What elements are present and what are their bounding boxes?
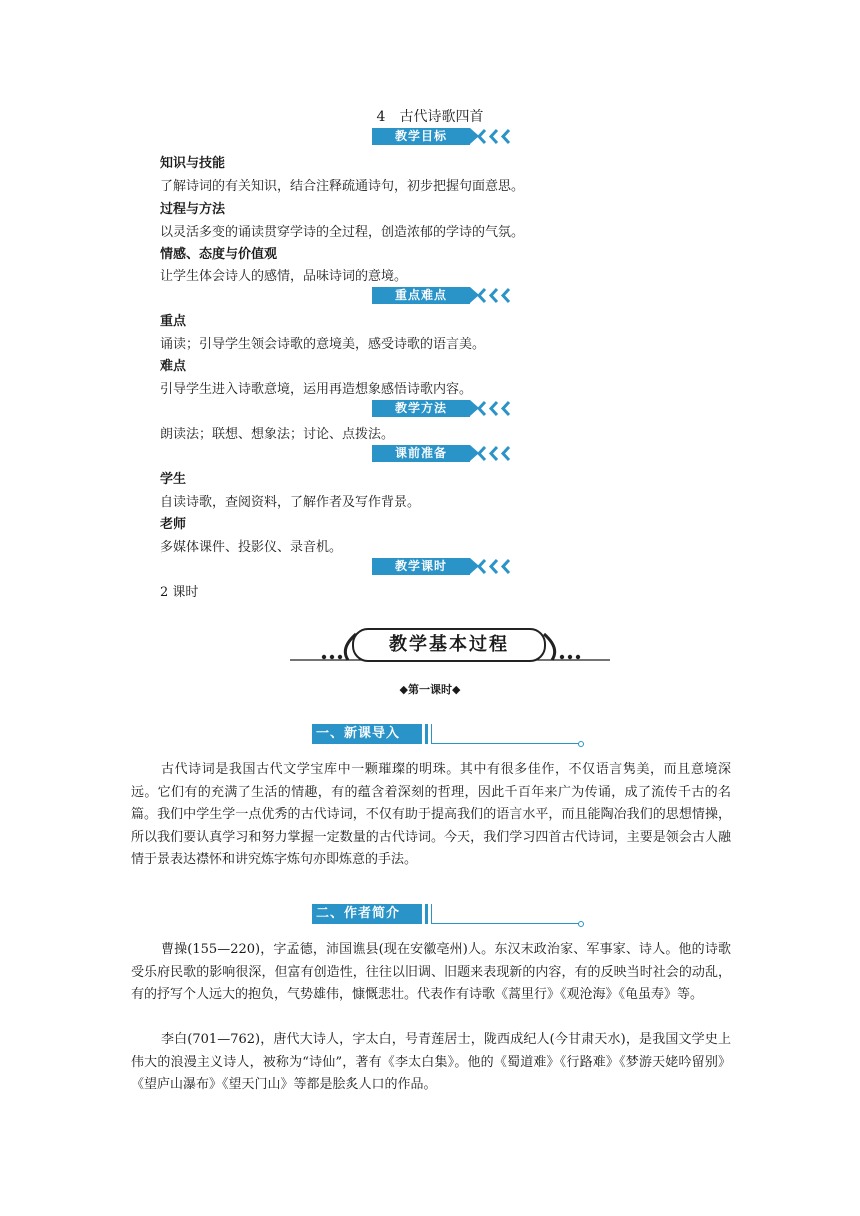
- banner-label: 课前准备: [372, 445, 470, 462]
- section-bar-dot: [578, 921, 584, 927]
- author-li-bai-paragraph: 李白(701—762)，唐代大诗人，字太白，号青莲居士，陇西成纪人(今甘肃天水)，是我国文学史上伟大的浪漫主义诗人，被称为“诗仙”，著有《李太白集》。他的《蜀道难》《行路难》《梦游天姥吟留别》《望庐山瀑布》《望天门山》等都是脍炙人口的作品。: [131, 1032, 731, 1092]
- lesson-period-text: 第一课时: [408, 683, 452, 696]
- objective-emotion-head: 情感、态度与价值观: [160, 247, 278, 262]
- chevrons-icon: [476, 558, 520, 575]
- process-heading: [290, 624, 610, 666]
- process-title: 教学基本过程: [352, 628, 546, 662]
- chevrons-icon: [476, 445, 520, 462]
- objective-process-head: 过程与方法: [160, 202, 226, 217]
- objective-process-text: 以灵活多变的诵读贯穿学诗的全过程，创造浓郁的学诗的气氛。: [160, 225, 525, 240]
- objective-knowledge-head: 知识与技能: [160, 156, 226, 171]
- section-bar-line: [432, 923, 580, 924]
- chevrons-icon: [476, 400, 520, 417]
- methods-text: 朗读法；联想、想象法；讨论、点拨法。: [160, 427, 395, 442]
- intro-paragraph: 古代诗词是我国古代文学宝库中一颗璀璨的明珠。其中有很多佳作，不仅语言隽美，而且意境深远。它们有的充满了生活的情趣，有的蕴含着深刻的哲理，因此千百年来广为传诵，成了流传千古的名篇。我们中学生学一点优秀的古代诗词，不仅有助于提高我们的语言水平，而且能陶冶我们的思想情操，所以我们要认真学习和努力掌握一定数量的古代诗词。今天，我们学习四首古代诗词，主要是领会古人融情于景表达襟怀和讲究炼字炼句亦即炼意的手法。: [131, 762, 731, 867]
- section-label: 一、新课导入: [312, 724, 422, 744]
- banner-label: 教学方法: [372, 400, 470, 417]
- section-bar-authors: [312, 904, 580, 926]
- diamond-icon: ◆: [399, 683, 408, 696]
- difficult-point-head: 难点: [160, 359, 187, 374]
- difficult-point-text: 引导学生进入诗歌意境，运用再造想象感悟诗歌内容。: [160, 382, 473, 397]
- key-point-head: 重点: [160, 314, 187, 329]
- section-bar-dot: [578, 741, 584, 747]
- banner-label: 重点难点: [372, 287, 470, 304]
- banner-objectives: [372, 128, 520, 145]
- diamond-icon: ◆: [452, 683, 461, 696]
- banner-methods: [372, 400, 520, 417]
- lesson-title-text: 古代诗歌四首: [399, 109, 484, 125]
- banner-label: 教学目标: [372, 128, 470, 145]
- section-bar-intro: [312, 724, 580, 746]
- lesson-title: [0, 106, 860, 126]
- lesson-number: 4: [376, 109, 386, 125]
- banner-preparation: [372, 445, 520, 462]
- objective-emotion-text: 让学生体会诗人的感情，品味诗词的意境。: [160, 269, 408, 284]
- prep-teacher-head: 老师: [160, 517, 187, 532]
- banner-key-points: [372, 287, 520, 304]
- section-bar-tick: [431, 904, 432, 924]
- section-bar-tick: [431, 724, 432, 744]
- prep-student-head: 学生: [160, 472, 187, 487]
- key-point-text: 诵读；引导学生领会诗歌的意境美，感受诗歌的语言美。: [160, 337, 486, 352]
- section-label: 二、作者简介: [312, 904, 422, 924]
- chevrons-icon: [476, 287, 520, 304]
- objective-knowledge-text: 了解诗词的有关知识，结合注释疏通诗句，初步把握句面意思。: [160, 179, 525, 194]
- section-bar-tick: [425, 724, 428, 744]
- banner-periods: [372, 558, 520, 575]
- chevrons-icon: [476, 128, 520, 145]
- lesson-period-label: [0, 681, 860, 697]
- banner-label: 教学课时: [372, 558, 470, 575]
- author-cao-cao-paragraph: 曹操(155—220)，字孟德，沛国谯县(现在安徽亳州)人。东汉末政治家、军事家、诗人。他的诗歌受乐府民歌的影响很深，但富有创造性，往往以旧调、旧题来表现新的内容，有的反映当时社会的动乱，有的抒写个人远大的抱负，气势雄伟，慷慨悲壮。代表作有诗歌《蒿里行》《观沧海》《龟虽寿》等。: [131, 942, 731, 1002]
- prep-teacher-text: 多媒体课件、投影仪、录音机。: [160, 540, 343, 555]
- section-bar-line: [432, 743, 580, 744]
- periods-text: 2 课时: [160, 585, 199, 600]
- section-bar-tick: [425, 904, 428, 924]
- prep-student-text: 自读诗歌，查阅资料，了解作者及写作背景。: [160, 495, 421, 510]
